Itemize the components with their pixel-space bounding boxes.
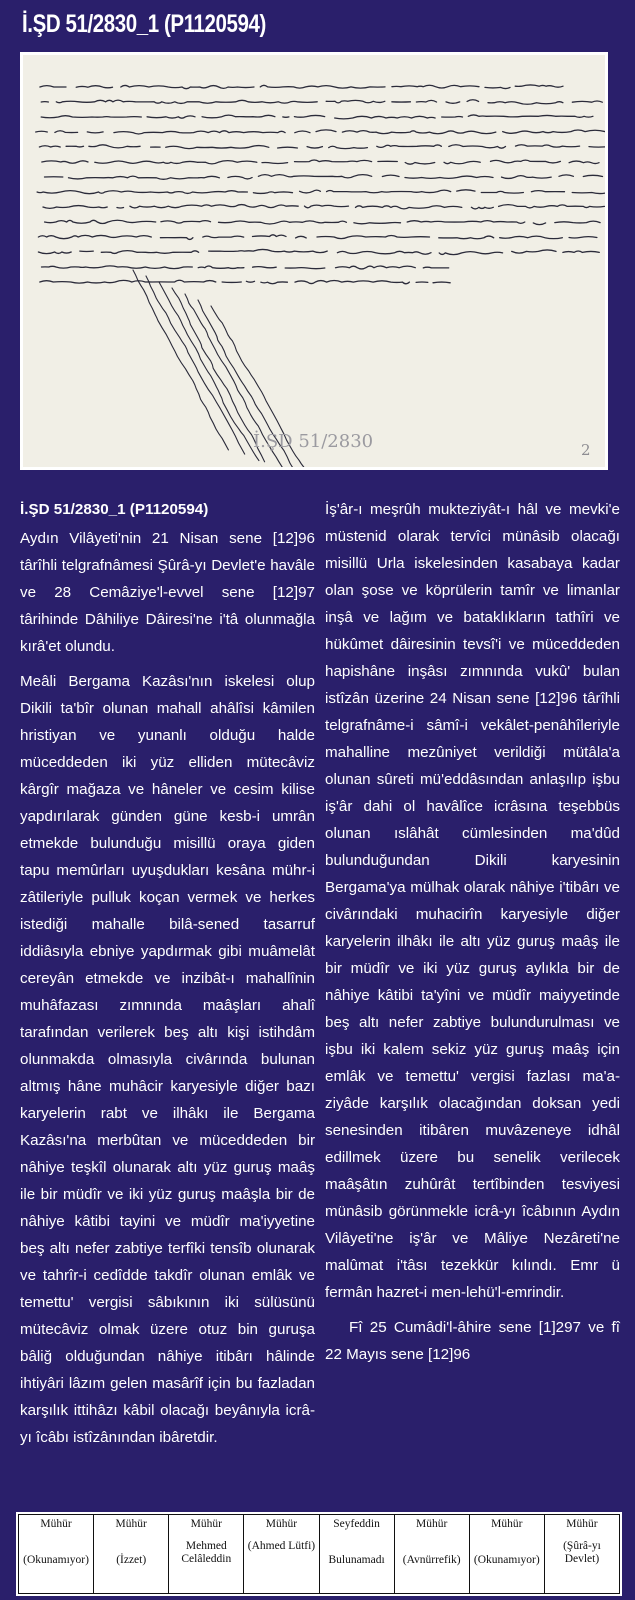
seal-cell: Mühür (Avnürrefik) xyxy=(394,1515,469,1594)
seal-cell: Mühür (Okunamıyor) xyxy=(469,1515,544,1594)
seal-cell: Mühür (Şûrâ-yı Devlet) xyxy=(544,1515,619,1594)
date-line: Fî 25 Cumâdi'l-âhire sene [1]297 ve fî 22 Mayıs sene [12]96 xyxy=(325,1319,620,1363)
page-number: 2 xyxy=(581,441,591,459)
seal-cell: Mühür (Okunamıyor) xyxy=(19,1515,94,1594)
document-heading: İ.ŞD 51/2830_1 (P1120594) xyxy=(20,501,209,518)
pencil-archive-note: İ.ŞD 51/2830 xyxy=(253,431,374,452)
archival-document-image xyxy=(20,52,608,470)
paragraph-intro: Aydın Vilâyeti'nin 21 Nisan sene [12]96 târîhli telgrafnâmesi Şûrâ-yı Devlet'e havâle ve 28 Cemâziye'l-evvel sene [12]97 târihinde Dâhiliye Dâiresi'ne i'tâ olunmağla kırâ'et olundu. xyxy=(20,530,315,655)
page-title: İ.ŞD 51/2830_1 (P1120594) xyxy=(22,10,266,38)
left-column xyxy=(20,496,315,1459)
paragraph-decision: İş'âr-ı meşrûh mukteziyât-ı hâl ve mevki'e müstenid olarak tervîci münâsib olacağı misillü Urla iskelesinden kasabaya kadar olan şose ve köprülerin tamîr ve limanlar inşâ ve lağım ve bataklıkların tathîri ve hükûmet dâiresinin tevsî'i ve müceddeden hapishâne inşâsı zımnında vukû' bulan istîzân üzerine 24 Nisan sene [12]96 târîhli telgrafnâme-i sâmî-i vekâlet-penâhîleriyle mahalline mezûniyet verildiği mütâla'a olunan sûreti mü'eddâsından anlaşılıp işbu iş'âr dahi ol havâlîce icrâsına teşebbüs olunan ıslâhât cümlesinden ma'dûd bulunduğundan Dikili karyesinin Bergama'ya mülhak olarak nâhiye i'tibârı ve civârındaki muhacirîn karyesiyle diğer karyelerin ilhâkı ile altı yüz guruş maâş ile bir müdîr ve iki yüz guruş aylıkla bir de nâhiye kâtibi ta'yîni ve müdîr maiyyetinde beş altı nefer zabtiye bulundurulması ve işbu iki kalem sekiz yüz guruş maâş için emlâk ve temettu' vergisi fazlası ma'a-ziyâde karşılık olacağından doksan yedi senesinden itibâren muvâzeneye idhâl edillmek üzere bu senelik verilecek maâşâtın zuhûrât tertîbinden tesviyesi münâsib görünmekle icrâ-yı îcâbının Aydın Vilâyeti'ne iş'âr ve Mâliye Nezâreti'ne malûmat i'tâsı tezekkür kılındı. Emr ü fermân hazret-i men-lehü'l-emrindir. xyxy=(325,501,620,1301)
seal-table xyxy=(16,1512,622,1596)
paragraph-meali: Meâli Bergama Kazâsı'nın iskelesi olup Dikili ta'bîr olunan mahall ahâlîsi kâmilen hristiyan ve yunanlı olduğu halde müceddeden iki yüz elliden mütecâviz kârgîr mağaza ve hâneler ve cesim kilise yapdırılarak günden güne kesb-i umrân etmekde bulunduğu misillü oraya giden tapu memûrları uyuşdukları kesâna mühr-i zâtileriyle pulluk koçan vermek ve herkes istediği mahalle bilâ-sened tasarruf iddiâsıyla ebniye yapdırmak gibi muâmelât cereyân etmekde ve inzibât-ı mahallînin muhâfazası zımnında maâşları ahalî tarafından verilerek beş altı kişi istihdâm olunmakda olmasıyla civârında bulunan altmış hâne muhâcir karyesiyle diğer bazı karyelerin rabt ve ilhâkı ile Bergama Kazâsı'na merbûtan ve müceddeden bir nâhiye teşkîl olunarak altı yüz guruş maâş ile bir müdîr ve iki yüz guruş maâşla bir de nâhiye kâtibi tayini ve müdîr ma'iyyetine beş altı nefer zabtiye terfîki tensîb olunarak ve tahrîr-i cedîdde takdîr olunan emlâk ve temettu' vergisi sâbıkının iki sülüsünü mütecâviz olmak üzere otuz bin guruşa bâliğ olduğundan nâhiye itibârı hâlinde ihtiyâri lâzım gelen masârîf için bu fazladan karşılık ittihâzı kâbil olacağı beyânıyla icrâ-yı îcâbı istîzânından ibâretdir. xyxy=(20,673,315,1446)
seal-cell: Mühür (Ahmed Lütfi) xyxy=(244,1515,319,1594)
right-column xyxy=(325,496,620,1459)
handwritten-manuscript xyxy=(23,55,605,467)
seal-cell: Mühür Mehmed Celâleddin xyxy=(169,1515,244,1594)
seal-cell: Mühür (İzzet) xyxy=(94,1515,169,1594)
seal-cell: Seyfeddin Bulunamadı xyxy=(319,1515,394,1594)
